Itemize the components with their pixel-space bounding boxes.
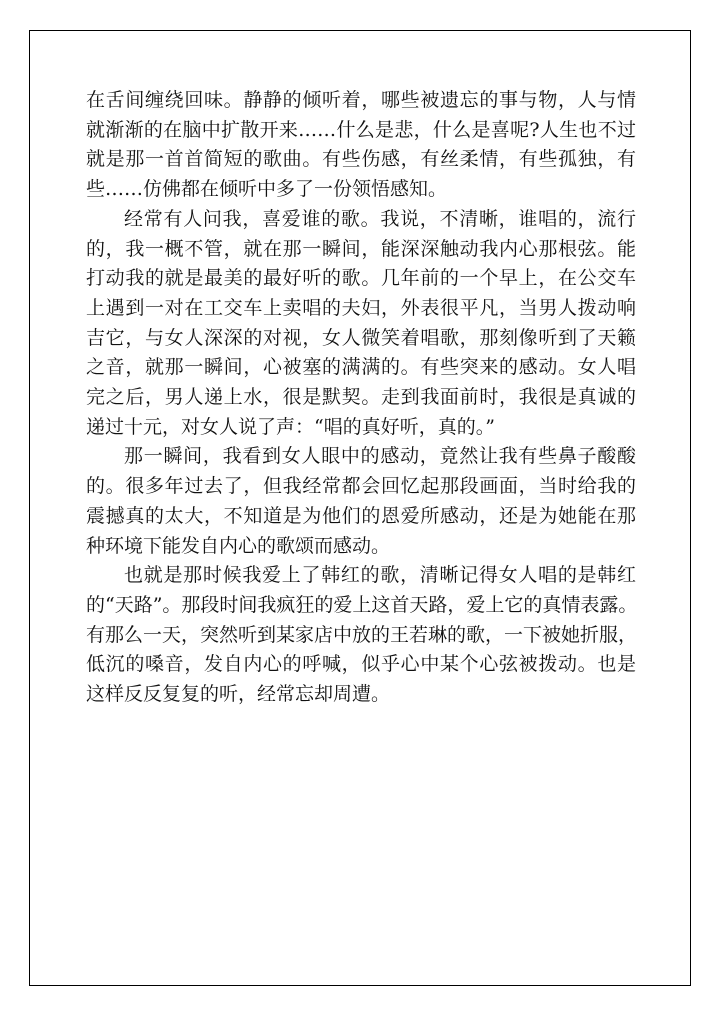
text-line: 经常有人问我，喜爱谁的歌。我说，不清晰，谁唱的，流行 <box>124 207 636 230</box>
text-line: 些……仿佛都在倾听中多了一份领悟感知。 <box>86 178 448 201</box>
paragraph-4 <box>86 561 636 710</box>
text-line: 之音，就那一瞬间，心被塞的满满的。有些突来的感动。女人唱 <box>86 356 636 379</box>
text-line: 在舌间缠绕回味。静静的倾听着，哪些被遗忘的事与物，人与情 <box>86 89 636 111</box>
text-line: 那一瞬间，我看到女人眼中的感动，竟然让我有些鼻子酸酸 <box>124 445 636 468</box>
text-line: 上遇到一对在工交车上卖唱的夫妇，外表很平凡，当男人拨动响 <box>86 296 636 319</box>
paragraph-1 <box>86 86 636 205</box>
text-line: 震撼真的太大，不知道是为他们的恩爱所感动，还是为她能在那 <box>86 504 636 527</box>
text-line: 就是那一首首简短的歌曲。有些伤感，有丝柔情，有些孤独，有 <box>86 148 636 171</box>
text-line: 吉它，与女人深深的对视，女人微笑着唱歌，那刻像听到了天籁 <box>86 326 636 349</box>
text-line: 完之后，男人递上水，很是默契。走到我面前时，我很是真诚的 <box>86 386 636 409</box>
text-line: 有那么一天，突然听到某家店中放的王若琳的歌，一下被她折服， <box>86 623 638 646</box>
paragraph-2 <box>86 205 636 443</box>
text-line: 的“天路”。那段时间我疯狂的爱上这首天路，爱上它的真情表露。 <box>86 593 638 616</box>
text-line: 递过十元，对女人说了声：“唱的真好听，真的。” <box>86 415 495 438</box>
text-line: 种环境下能发自内心的歌颂而感动。 <box>86 534 391 557</box>
text-line: 打动我的就是最美的最好听的歌。几年前的一个早上，在公交车 <box>86 267 636 290</box>
text-line: 这样反反复复的听，经常忘却周遭。 <box>86 683 391 706</box>
text-line: 低沉的嗓音，发自内心的呼喊，似乎心中某个心弦被拨动。也是 <box>86 653 636 676</box>
text-line: 就渐渐的在脑中扩散开来……什么是悲，什么是喜呢?人生也不过 <box>86 118 636 141</box>
paragraph-3 <box>86 442 636 561</box>
document-body <box>86 86 636 710</box>
text-line: 也就是那时候我爱上了韩红的歌，清晰记得女人唱的是韩红 <box>124 564 636 587</box>
text-line: 的。很多年过去了，但我经常都会回忆起那段画面，当时给我的 <box>86 475 636 498</box>
text-line: 的，我一概不管，就在那一瞬间，能深深触动我内心那根弦。能 <box>86 237 636 260</box>
